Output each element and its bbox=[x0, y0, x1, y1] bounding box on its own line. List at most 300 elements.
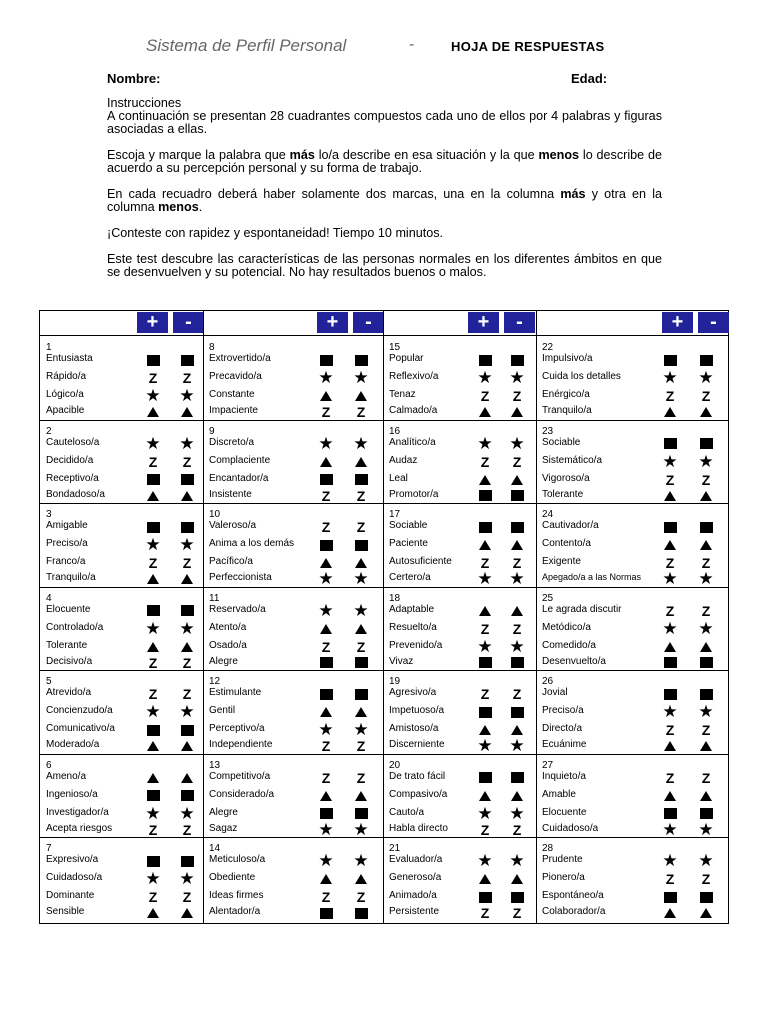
quadrant-28 bbox=[536, 837, 728, 921]
triangle-icon bbox=[181, 642, 193, 652]
plus-mark-square[interactable] bbox=[318, 687, 334, 701]
plus-mark-z[interactable] bbox=[318, 890, 334, 904]
minus-mark-star[interactable] bbox=[179, 618, 195, 638]
plus-mark-z[interactable] bbox=[662, 604, 678, 618]
minus-mark-star[interactable] bbox=[509, 569, 525, 588]
minus-mark-star[interactable] bbox=[179, 869, 195, 888]
minus-mark-square[interactable] bbox=[698, 656, 714, 670]
plus-mark-square[interactable] bbox=[477, 656, 493, 670]
minus-mark-star[interactable] bbox=[698, 819, 714, 839]
plus-mark-star[interactable] bbox=[477, 736, 493, 755]
minus-mark-square[interactable] bbox=[509, 489, 525, 503]
quadrant-word-row bbox=[389, 556, 534, 570]
minus-mark-star[interactable] bbox=[509, 368, 525, 387]
triangle-icon bbox=[147, 407, 159, 417]
minus-mark-z[interactable] bbox=[698, 556, 714, 570]
plus-mark-square[interactable] bbox=[145, 723, 161, 737]
triangle-icon bbox=[664, 908, 676, 918]
plus-mark-z[interactable] bbox=[145, 687, 161, 701]
minus-mark-square[interactable] bbox=[353, 656, 369, 670]
minus-mark-square[interactable] bbox=[353, 353, 369, 367]
minus-mark-square[interactable] bbox=[509, 520, 525, 534]
quadrant-number: 12 bbox=[209, 676, 221, 687]
minus-mark-star[interactable] bbox=[179, 702, 195, 721]
minus-mark-z[interactable] bbox=[179, 687, 195, 701]
plus-mark-triangle[interactable] bbox=[662, 538, 678, 552]
plus-mark-star[interactable] bbox=[662, 368, 678, 387]
minus-mark-square[interactable] bbox=[179, 723, 195, 737]
minus-mark-triangle[interactable] bbox=[353, 556, 369, 570]
plus-mark-z[interactable] bbox=[318, 640, 334, 654]
plus-mark-z[interactable] bbox=[145, 890, 161, 904]
plus-mark-triangle[interactable] bbox=[477, 723, 493, 737]
minus-mark-square[interactable] bbox=[509, 705, 525, 719]
plus-mark-square[interactable] bbox=[318, 538, 334, 552]
minus-mark-triangle[interactable] bbox=[698, 405, 714, 419]
minus-mark-triangle[interactable] bbox=[509, 405, 525, 419]
quadrant-number: 27 bbox=[542, 759, 554, 771]
minus-mark-z[interactable] bbox=[509, 622, 525, 636]
minus-mark-square[interactable] bbox=[509, 890, 525, 904]
minus-mark-triangle[interactable] bbox=[509, 538, 525, 552]
quadrant-word-row bbox=[209, 890, 381, 904]
plus-mark-star[interactable] bbox=[318, 720, 334, 739]
plus-mark-square[interactable] bbox=[662, 353, 678, 367]
plus-mark-star[interactable] bbox=[662, 569, 678, 588]
quadrant-word-row bbox=[389, 906, 534, 920]
minus-mark-z[interactable] bbox=[179, 455, 195, 469]
star-icon: ★ bbox=[698, 569, 714, 588]
square-icon bbox=[511, 355, 524, 366]
plus-mark-square[interactable] bbox=[145, 353, 161, 367]
minus-mark-square[interactable] bbox=[698, 437, 714, 451]
minus-mark-star[interactable] bbox=[353, 819, 369, 839]
minus-mark-z[interactable] bbox=[698, 771, 714, 785]
minus-mark-square[interactable] bbox=[353, 538, 369, 552]
plus-mark-star[interactable] bbox=[145, 433, 161, 453]
minus-mark-z[interactable] bbox=[179, 656, 195, 670]
plus-mark-star[interactable] bbox=[145, 702, 161, 721]
minus-mark-triangle[interactable] bbox=[179, 405, 195, 419]
minus-mark-z[interactable] bbox=[353, 771, 369, 785]
plus-mark-square[interactable] bbox=[477, 353, 493, 367]
plus-mark-z[interactable] bbox=[318, 520, 334, 534]
quadrant-3 bbox=[40, 503, 203, 587]
z-icon: Z bbox=[148, 654, 158, 671]
word-label: Decisivo/a bbox=[46, 655, 93, 667]
word-label: Dominante bbox=[46, 890, 95, 901]
triangle-icon bbox=[479, 540, 491, 550]
minus-mark-square[interactable] bbox=[509, 353, 525, 367]
quadrant-word-row bbox=[209, 771, 381, 785]
plus-mark-triangle[interactable] bbox=[318, 455, 334, 469]
plus-mark-square[interactable] bbox=[318, 807, 334, 821]
minus-mark-star[interactable] bbox=[698, 368, 714, 387]
plus-mark-z[interactable] bbox=[477, 389, 493, 403]
minus-mark-star[interactable] bbox=[509, 803, 525, 823]
z-icon: Z bbox=[148, 821, 158, 838]
square-icon bbox=[700, 438, 713, 449]
plus-mark-z[interactable] bbox=[145, 823, 161, 837]
minus-mark-z[interactable] bbox=[698, 872, 714, 886]
plus-mark-square[interactable] bbox=[477, 771, 493, 785]
minus-mark-triangle[interactable] bbox=[698, 789, 714, 803]
z-icon: Z bbox=[356, 487, 366, 504]
quadrant-14 bbox=[203, 837, 383, 921]
star-icon: ★ bbox=[318, 368, 334, 387]
quadrant-word-row bbox=[209, 851, 381, 870]
minus-mark-z[interactable] bbox=[509, 687, 525, 701]
minus-mark-star[interactable] bbox=[509, 636, 525, 656]
z-icon: Z bbox=[665, 871, 675, 887]
minus-mark-square[interactable] bbox=[179, 854, 195, 868]
word-label: Ecuánime bbox=[542, 739, 587, 750]
plus-mark-triangle[interactable] bbox=[318, 389, 334, 403]
plus-mark-star[interactable] bbox=[477, 368, 493, 387]
minus-mark-z[interactable] bbox=[509, 455, 525, 469]
plus-mark-z[interactable] bbox=[145, 656, 161, 670]
plus-mark-star[interactable] bbox=[662, 819, 678, 839]
square-icon bbox=[511, 772, 524, 783]
plus-mark-triangle[interactable] bbox=[145, 640, 161, 654]
quadrant-number: 13 bbox=[209, 759, 221, 771]
minus-mark-z[interactable] bbox=[509, 823, 525, 837]
plus-mark-triangle[interactable] bbox=[318, 622, 334, 636]
minus-mark-triangle[interactable] bbox=[509, 604, 525, 618]
minus-mark-square[interactable] bbox=[179, 473, 195, 487]
minus-mark-star[interactable] bbox=[698, 702, 714, 721]
triangle-icon bbox=[181, 491, 193, 501]
plus-mark-z[interactable] bbox=[662, 723, 678, 737]
z-icon: Z bbox=[148, 370, 158, 386]
word-label: Ideas firmes bbox=[209, 890, 264, 901]
star-icon: ★ bbox=[318, 819, 334, 839]
minus-mark-star[interactable] bbox=[353, 569, 369, 588]
minus-mark-star[interactable] bbox=[698, 851, 714, 870]
plus-mark-square[interactable] bbox=[477, 489, 493, 503]
plus-mark-star[interactable] bbox=[318, 433, 334, 453]
minus-mark-z[interactable] bbox=[509, 556, 525, 570]
word-label: Impetuoso/a bbox=[389, 705, 445, 716]
minus-mark-star[interactable] bbox=[509, 736, 525, 755]
minus-mark-star[interactable] bbox=[179, 803, 195, 823]
minus-mark-z[interactable] bbox=[509, 906, 525, 920]
plus-mark-square[interactable] bbox=[145, 854, 161, 868]
minus-mark-z[interactable] bbox=[698, 389, 714, 403]
plus-mark-triangle[interactable] bbox=[145, 771, 161, 785]
minus-mark-triangle[interactable] bbox=[509, 723, 525, 737]
plus-mark-square[interactable] bbox=[145, 789, 161, 803]
quadrant-word-row bbox=[389, 538, 534, 552]
plus-mark-square[interactable] bbox=[318, 656, 334, 670]
minus-mark-star[interactable] bbox=[179, 386, 195, 405]
plus-mark-z[interactable] bbox=[318, 739, 334, 753]
plus-mark-square[interactable] bbox=[662, 437, 678, 451]
quadrant-number: 5 bbox=[46, 676, 52, 687]
minus-mark-star[interactable] bbox=[179, 433, 195, 453]
word-label: Alentador/a bbox=[209, 906, 261, 917]
minus-mark-star[interactable] bbox=[353, 851, 369, 870]
plus-mark-z[interactable] bbox=[662, 556, 678, 570]
instructions-p4: ¡Conteste con rapidez y espontaneidad! Tiempo 10 minutos. bbox=[107, 226, 444, 240]
minus-mark-star[interactable] bbox=[179, 535, 195, 554]
plus-mark-triangle[interactable] bbox=[145, 489, 161, 503]
plus-column-header: + bbox=[317, 312, 348, 333]
plus-mark-star[interactable] bbox=[477, 851, 493, 870]
minus-mark-z[interactable] bbox=[179, 556, 195, 570]
minus-mark-triangle[interactable] bbox=[698, 739, 714, 753]
minus-mark-square[interactable] bbox=[353, 687, 369, 701]
square-icon bbox=[511, 657, 524, 668]
plus-mark-z[interactable] bbox=[662, 389, 678, 403]
plus-mark-z[interactable] bbox=[477, 556, 493, 570]
minus-mark-square[interactable] bbox=[353, 906, 369, 920]
minus-mark-z[interactable] bbox=[698, 473, 714, 487]
plus-mark-z[interactable] bbox=[477, 622, 493, 636]
minus-mark-square[interactable] bbox=[179, 353, 195, 367]
minus-mark-star[interactable] bbox=[353, 600, 369, 620]
quadrant-word-row bbox=[46, 556, 201, 570]
word-label: Evaluador/a bbox=[389, 854, 443, 865]
plus-mark-triangle[interactable] bbox=[477, 604, 493, 618]
quadrant-number: 24 bbox=[542, 509, 554, 520]
minus-mark-triangle[interactable] bbox=[509, 473, 525, 487]
z-icon: Z bbox=[321, 769, 331, 786]
minus-mark-star[interactable] bbox=[509, 851, 525, 870]
plus-mark-square[interactable] bbox=[662, 687, 678, 701]
minus-mark-z[interactable] bbox=[353, 405, 369, 419]
minus-mark-triangle[interactable] bbox=[509, 789, 525, 803]
quadrant-word-row bbox=[542, 437, 726, 451]
minus-mark-star[interactable] bbox=[698, 451, 714, 471]
triangle-icon bbox=[700, 741, 712, 751]
minus-mark-square[interactable] bbox=[509, 656, 525, 670]
plus-mark-square[interactable] bbox=[662, 807, 678, 821]
minus-mark-triangle[interactable] bbox=[179, 771, 195, 785]
plus-mark-square[interactable] bbox=[145, 520, 161, 534]
minus-mark-square[interactable] bbox=[353, 473, 369, 487]
minus-mark-z[interactable] bbox=[353, 640, 369, 654]
plus-mark-star[interactable] bbox=[318, 368, 334, 387]
plus-mark-triangle[interactable] bbox=[477, 473, 493, 487]
plus-mark-triangle[interactable] bbox=[145, 739, 161, 753]
quadrant-word-row bbox=[389, 890, 534, 904]
quadrant-word-row bbox=[46, 702, 201, 721]
plus-mark-z[interactable] bbox=[318, 771, 334, 785]
plus-mark-star[interactable] bbox=[318, 600, 334, 620]
minus-mark-triangle[interactable] bbox=[353, 455, 369, 469]
plus-mark-star[interactable] bbox=[145, 535, 161, 554]
quadrant-number: 8 bbox=[209, 342, 215, 353]
minus-mark-square[interactable] bbox=[698, 890, 714, 904]
minus-mark-z[interactable] bbox=[698, 604, 714, 618]
plus-mark-star[interactable] bbox=[477, 803, 493, 823]
plus-mark-triangle[interactable] bbox=[662, 789, 678, 803]
star-icon: ★ bbox=[698, 819, 714, 839]
plus-mark-z[interactable] bbox=[662, 771, 678, 785]
star-icon: ★ bbox=[145, 433, 161, 453]
plus-mark-triangle[interactable] bbox=[318, 705, 334, 719]
plus-mark-star[interactable] bbox=[145, 803, 161, 823]
minus-mark-triangle[interactable] bbox=[179, 739, 195, 753]
minus-mark-triangle[interactable] bbox=[698, 538, 714, 552]
triangle-icon bbox=[479, 606, 491, 616]
minus-mark-star[interactable] bbox=[698, 618, 714, 638]
plus-mark-square[interactable] bbox=[477, 890, 493, 904]
plus-mark-z[interactable] bbox=[145, 556, 161, 570]
plus-mark-square[interactable] bbox=[477, 520, 493, 534]
z-icon: Z bbox=[665, 602, 675, 619]
plus-mark-star[interactable] bbox=[318, 851, 334, 870]
quadrant-word-row bbox=[209, 789, 381, 803]
plus-mark-star[interactable] bbox=[145, 386, 161, 405]
plus-mark-star[interactable] bbox=[662, 451, 678, 471]
plus-mark-z[interactable] bbox=[477, 906, 493, 920]
word-label: Moderado/a bbox=[46, 739, 100, 750]
quadrant-15 bbox=[383, 336, 536, 420]
plus-mark-triangle[interactable] bbox=[477, 872, 493, 886]
z-icon: Z bbox=[182, 821, 192, 838]
plus-mark-triangle[interactable] bbox=[477, 405, 493, 419]
word-label: Sistemático/a bbox=[542, 454, 603, 466]
minus-mark-z[interactable] bbox=[179, 823, 195, 837]
minus-mark-square[interactable] bbox=[698, 807, 714, 821]
plus-mark-star[interactable] bbox=[477, 636, 493, 656]
z-icon: Z bbox=[512, 388, 522, 404]
minus-mark-z[interactable] bbox=[353, 890, 369, 904]
plus-mark-square[interactable] bbox=[145, 473, 161, 487]
plus-mark-triangle[interactable] bbox=[662, 739, 678, 753]
plus-mark-star[interactable] bbox=[477, 433, 493, 453]
minus-mark-z[interactable] bbox=[353, 520, 369, 534]
minus-mark-star[interactable] bbox=[509, 433, 525, 453]
star-icon: ★ bbox=[662, 702, 678, 721]
minus-mark-triangle[interactable] bbox=[698, 489, 714, 503]
star-icon: ★ bbox=[662, 451, 678, 471]
plus-mark-triangle[interactable] bbox=[145, 405, 161, 419]
plus-mark-z[interactable] bbox=[662, 473, 678, 487]
minus-mark-triangle[interactable] bbox=[698, 906, 714, 920]
minus-mark-square[interactable] bbox=[698, 687, 714, 701]
plus-mark-z[interactable] bbox=[318, 489, 334, 503]
plus-mark-star[interactable] bbox=[662, 702, 678, 721]
plus-mark-z[interactable] bbox=[477, 687, 493, 701]
plus-mark-square[interactable] bbox=[662, 890, 678, 904]
minus-mark-triangle[interactable] bbox=[353, 705, 369, 719]
minus-mark-z[interactable] bbox=[698, 723, 714, 737]
minus-mark-z[interactable] bbox=[509, 389, 525, 403]
word-label: Directo/a bbox=[542, 723, 583, 734]
word-label: Atrevido/a bbox=[46, 687, 92, 698]
word-label: Paciente bbox=[389, 538, 428, 549]
plus-mark-star[interactable] bbox=[662, 618, 678, 638]
minus-mark-star[interactable] bbox=[353, 368, 369, 387]
square-icon bbox=[320, 908, 333, 919]
triangle-icon bbox=[181, 574, 193, 584]
minus-mark-z[interactable] bbox=[353, 739, 369, 753]
minus-mark-square[interactable] bbox=[698, 353, 714, 367]
quadrant-11 bbox=[203, 587, 383, 671]
plus-mark-square[interactable] bbox=[318, 473, 334, 487]
plus-mark-star[interactable] bbox=[145, 618, 161, 638]
minus-mark-triangle[interactable] bbox=[353, 389, 369, 403]
plus-mark-triangle[interactable] bbox=[662, 489, 678, 503]
minus-mark-square[interactable] bbox=[179, 520, 195, 534]
star-icon: ★ bbox=[179, 869, 195, 888]
minus-mark-triangle[interactable] bbox=[353, 789, 369, 803]
minus-mark-z[interactable] bbox=[179, 371, 195, 385]
star-icon: ★ bbox=[509, 736, 525, 755]
plus-mark-z[interactable] bbox=[145, 455, 161, 469]
plus-mark-triangle[interactable] bbox=[477, 789, 493, 803]
minus-mark-star[interactable] bbox=[353, 720, 369, 739]
minus-mark-triangle[interactable] bbox=[353, 872, 369, 886]
plus-mark-triangle[interactable] bbox=[145, 572, 161, 586]
plus-mark-square[interactable] bbox=[477, 705, 493, 719]
minus-mark-triangle[interactable] bbox=[698, 640, 714, 654]
plus-mark-triangle[interactable] bbox=[318, 556, 334, 570]
quadrant-word-row bbox=[209, 906, 381, 920]
plus-mark-z[interactable] bbox=[662, 872, 678, 886]
minus-mark-triangle[interactable] bbox=[509, 872, 525, 886]
minus-mark-triangle[interactable] bbox=[179, 572, 195, 586]
plus-mark-triangle[interactable] bbox=[318, 872, 334, 886]
minus-mark-triangle[interactable] bbox=[353, 622, 369, 636]
minus-mark-triangle[interactable] bbox=[179, 489, 195, 503]
plus-mark-square[interactable] bbox=[318, 353, 334, 367]
word-label: Apacible bbox=[46, 405, 85, 416]
plus-mark-z[interactable] bbox=[145, 371, 161, 385]
plus-mark-triangle[interactable] bbox=[662, 906, 678, 920]
quadrant-word-row bbox=[46, 640, 201, 654]
plus-mark-triangle[interactable] bbox=[662, 405, 678, 419]
minus-mark-square[interactable] bbox=[353, 807, 369, 821]
word-label: Lógico/a bbox=[46, 389, 84, 400]
plus-mark-square[interactable] bbox=[145, 604, 161, 618]
plus-mark-square[interactable] bbox=[662, 656, 678, 670]
plus-mark-triangle[interactable] bbox=[145, 906, 161, 920]
quadrant-word-row bbox=[389, 851, 534, 870]
plus-mark-z[interactable] bbox=[477, 823, 493, 837]
square-icon bbox=[664, 355, 677, 366]
minus-mark-square[interactable] bbox=[179, 789, 195, 803]
minus-mark-triangle[interactable] bbox=[179, 906, 195, 920]
minus-mark-square[interactable] bbox=[179, 604, 195, 618]
plus-mark-triangle[interactable] bbox=[477, 538, 493, 552]
plus-mark-star[interactable] bbox=[318, 819, 334, 839]
minus-mark-square[interactable] bbox=[698, 520, 714, 534]
minus-mark-triangle[interactable] bbox=[179, 640, 195, 654]
word-label: Tenaz bbox=[389, 389, 416, 400]
minus-mark-star[interactable] bbox=[698, 569, 714, 588]
plus-mark-triangle[interactable] bbox=[318, 789, 334, 803]
minus-mark-star[interactable] bbox=[353, 433, 369, 453]
minus-mark-z[interactable] bbox=[179, 890, 195, 904]
quadrant-number: 4 bbox=[46, 592, 52, 604]
plus-mark-star[interactable] bbox=[477, 569, 493, 588]
minus-mark-square[interactable] bbox=[509, 771, 525, 785]
plus-mark-square[interactable] bbox=[662, 520, 678, 534]
minus-mark-z[interactable] bbox=[353, 489, 369, 503]
plus-mark-z[interactable] bbox=[318, 405, 334, 419]
plus-mark-star[interactable] bbox=[662, 851, 678, 870]
plus-mark-triangle[interactable] bbox=[662, 640, 678, 654]
triangle-icon bbox=[181, 741, 193, 751]
plus-mark-z[interactable] bbox=[477, 455, 493, 469]
plus-mark-star[interactable] bbox=[145, 869, 161, 888]
plus-mark-square[interactable] bbox=[318, 906, 334, 920]
plus-mark-star[interactable] bbox=[318, 569, 334, 588]
